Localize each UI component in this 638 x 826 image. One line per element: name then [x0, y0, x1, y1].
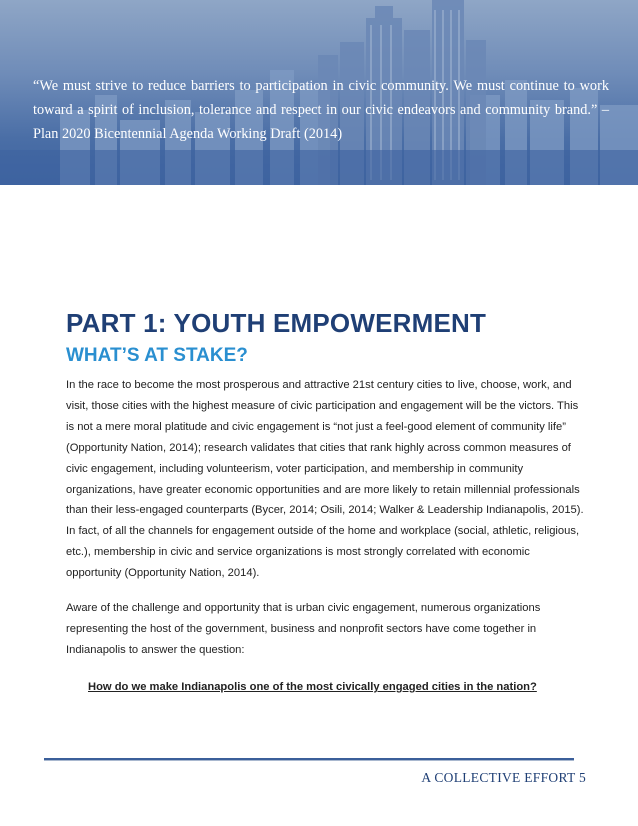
key-question: How do we make Indianapolis one of the most civically engaged cities in the nation?: [88, 681, 537, 693]
body-paragraph-1: In the race to become the most prosperous and attractive 21st century cities to live, choose, work, and visit, those cities with the highest measure of civic participation and engagement will be the victors. This is not a mere moral platitude and civic engagement is “not just a feel-good element of community life” (Opportunity Nation, 2014); research validates that cities that rank highly across common measures of civic engagement, including volunteerism, voter participation, and membership in community organizations, have greater economic opportunities and are more likely to retain millennial professionals than their less-engaged counterparts (Bycer, 2014; Osili, 2014; Walker & Leadership Indianapolis, 2015). In fact, of all the channels for engagement outside of the home and workplace (social, athletic, religious, etc.), membership in civic and service organizations is most strongly correlated with economic opportunity (Opportunity Nation, 2014).: [66, 379, 584, 580]
header-banner: [0, 0, 638, 185]
footer-divider: [44, 758, 574, 760]
section-subtitle: WHAT’S AT STAKE?: [66, 345, 248, 366]
body-paragraph-2: Aware of the challenge and opportunity that is urban civic engagement, numerous organizations representing the host of the government, business and nonprofit sectors have come together in Indianapolis to answer the question:: [66, 602, 541, 656]
section-title: PART 1: YOUTH EMPOWERMENT: [66, 308, 487, 338]
footer-page-label: A COLLECTIVE EFFORT 5: [421, 770, 586, 785]
banner-quote: “We must strive to reduce barriers to participation in civic community. We must continue to work toward a spirit of inclusion, tolerance and respect in our civic endeavors and community brand.” – Plan 2020 Bicentennial Agenda Working Draft (2014): [33, 78, 609, 142]
